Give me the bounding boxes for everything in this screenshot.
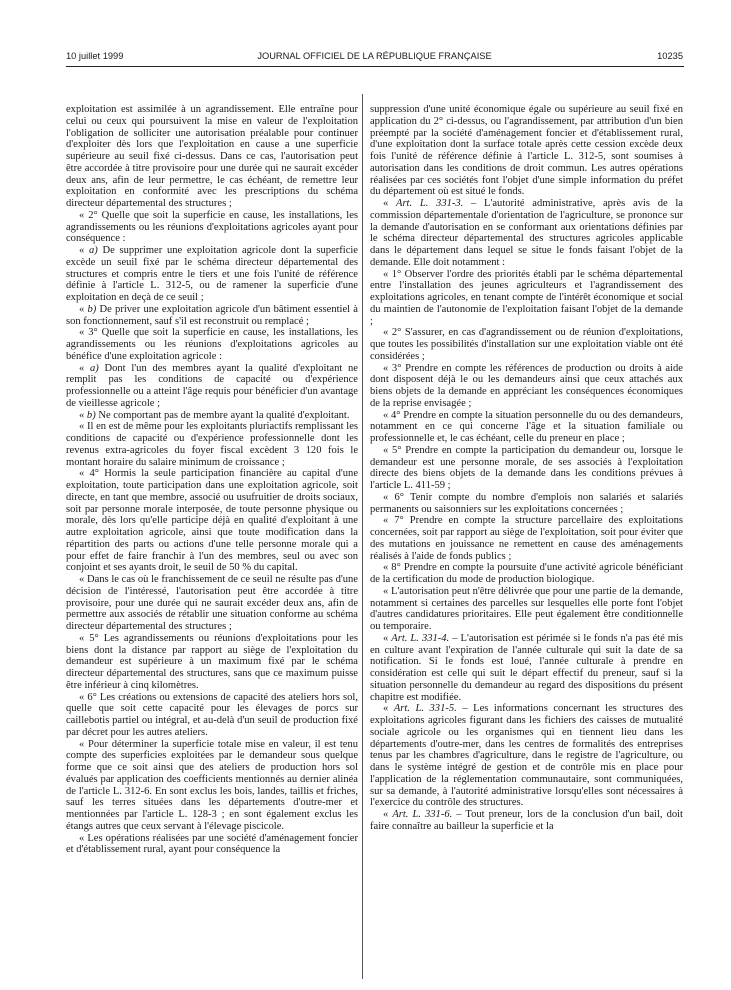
header-rule [66,66,684,67]
paragraph: « Art. L. 331-4. – L'autorisation est périmée si le fonds n'a pas été mis en culture avant l'expiration de l'année culturale qui suit la date de sa notification. Si le fonds est loué, l'année culturale à prendre en considération est celle qui suit le départ effectif du preneur, sauf si la situation personnelle du demandeur au regard des dispositions du présent chapitre est modifiée. [370,632,683,703]
right-column [370,104,683,833]
paragraph: « 2° S'assurer, en cas d'agrandissement ou de réunion d'exploitations, que toutes les possibilités d'installation sur une exploitation viable ont été considérées ; [370,327,683,362]
paragraph: « 7° Prendre en compte la structure parcellaire des exploitations concernées, soit par rapport au siège de l'exploitation, soit pour éviter que des mutations en jouissance ne remettent en cause des aménagements réalisés à l'aide de fonds publics ; [370,515,683,562]
paragraph: « Art. L. 331-5. – Les informations concernant les structures des exploitations agricoles figurant dans les fichiers des caisses de mutualité sociale agricole ou les organismes qui en tiennent lieu dans les départements d'outre-mer, dans les centres de formalités des entreprises tenus par les chambres d'agriculture, dans le registre de l'agriculture, ou dans le système intégré de gestion et de contrôle mis en place pour l'application de la réglementation communautaire, sont communiquées, sur sa demande, à l'autorité administrative lorsqu'elles sont nécessaires à l'exercice du contrôle des structures. [370,703,683,809]
paragraph: « 4° Prendre en compte la situation personnelle du ou des demandeurs, notamment en ce qui concerne l'âge et la situation familiale ou professionnelle et, le cas échéant, celle du preneur en place ; [370,409,683,444]
paragraph: « 8° Prendre en compte la poursuite d'une activité agricole bénéficiant de la certification du mode de production biologique. [370,562,683,585]
paragraph: « b) Ne comportant pas de membre ayant la qualité d'exploitant. [79,409,350,421]
header-title: JOURNAL OFFICIEL DE LA RÉPUBLIQUE FRANÇAISE [257,51,492,61]
paragraph: « 4° Hormis la seule participation financière au capital d'une exploitation, toute participation dans une exploitation agricole, soit directe, en tant que membre, associé ou usufruitier de droits sociaux, soit par personne morale interposée, de toute personne physique ou morale, dès lors qu'elle participe déjà en qualité d'exploitant à une autre exploitation agricole, ainsi que toute modification dans la répartition des parts ou actions d'une telle personne morale qui a pour effet de faire franchir à l'un des membres, seul ou avec son conjoint et ses ayants droit, le seuil de 50 % du capital. [66,468,358,574]
paragraph: « Il en est de même pour les exploitants pluriactifs remplissant les conditions de capacité ou d'expérience professionnelle dont les revenus extra-agricoles du foyer fiscal excèdent 3 120 fois le montant horaire du salaire minimum de croissance ; [66,421,358,468]
paragraph: « Art. L. 331-6. – Tout preneur, lors de la conclusion d'un bail, doit faire connaître au bailleur la superficie et la [370,809,683,832]
paragraph: « L'autorisation peut n'être délivrée que pour une partie de la demande, notamment si certaines des parcelles sur lesquelles elle porte font l'objet d'autres candidatures prioritaires. Elle peut également être conditionnelle ou temporaire. [370,585,683,632]
paragraph: « Art. L. 331-3. – L'autorité administrative, après avis de la commission départementale d'orientation de l'agriculture, se prononce sur la demande d'autorisation en se conformant aux orientations définies par le schéma directeur départemental des structures agricoles applicable dans le département dans lequel se situe le fonds faisant l'objet de la demande. Elle doit notamment : [370,198,683,268]
paragraph: « Les opérations réalisées par une société d'aménagement foncier et d'établissement rural, ayant pour conséquence la [66,832,358,856]
paragraph: « b) De priver une exploitation agricole d'un bâtiment essentiel à son fonctionnement, sauf s'il est reconstruit ou remplacé ; [66,303,358,327]
left-column [66,104,358,856]
paragraph: « Dans le cas où le franchissement de ce seuil ne résulte pas d'une décision de l'intéressé, l'autorisation peut être accordée à titre provisoire, pour une durée qui ne saurait excéder deux ans, afin de permettre aux associés de rétablir une situation conforme au schéma directeur départemental des structures ; [66,574,358,632]
paragraph: « a) Dont l'un des membres ayant la qualité d'exploitant ne remplit pas les conditions de capacité ou d'expérience professionnelle ou a atteint l'âge requis pour bénéficier d'un avantage de vieillesse agricole ; [66,362,358,409]
paragraph: « 1° Observer l'ordre des priorités établi par le schéma départemental entre l'installation des jeunes agriculteurs et l'agrandissement des exploitations agricoles, en tenant compte de l'intérêt économique et social du maintien de l'autonomie de l'exploitation faisant l'objet de la demande ; [370,268,683,327]
paragraph: « 5° Les agrandissements ou réunions d'exploitations pour les biens dont la distance par rapport au siège de l'exploitation du demandeur est supérieure à un maximum fixé par le schéma directeur départemental des structures, sans que ce maximum puisse être inférieur à cinq kilomètres. [66,632,358,691]
paragraph: « 6° Tenir compte du nombre d'emplois non salariés et salariés permanents ou saisonniers sur les exploitations concernées ; [370,491,683,515]
paragraph: « 3° Prendre en compte les références de production ou droits à aide dont disposent déjà le ou les demandeurs ainsi que ceux attachés aux biens objets de la demande en appréciant les conséquences économiques de la reprise envisagée ; [370,362,683,409]
paragraph: « a) De supprimer une exploitation agricole dont la superficie excède un seuil fixé par le schéma directeur départemental des structures et compris entre le tiers et une fois l'unité de référence définie à l'article L. 312-5, ou de ramener la superficie d'une exploitation en deçà de ce seuil ; [66,245,358,303]
column-divider [362,94,363,979]
header-date: 10 juillet 1999 [66,51,124,61]
paragraph: suppression d'une unité économique égale ou supérieure au seuil fixé en application du 2° ci-dessus, ou l'agrandissement, par attribution d'un bien préempté par la société d'aménagement foncier et d'établissement rural, d'une exploitation dont la surface totale après cette cession excède deux fois l'unité de référence définie à l'article L. 312-5, sont soumises à autorisation dans les conditions de droit commun. Les autres opérations réalisées par ces sociétés font l'objet d'une simple information du préfet du département où est situé le fonds. [370,104,683,198]
paragraph: « 6° Les créations ou extensions de capacité des ateliers hors sol, quelle que soit cette capacité pour les élevages de porcs sur caillebotis partiel ou intégral, et au-delà d'un seuil de production fixé par décret pour les autres ateliers. [66,691,358,738]
page-header [66,51,683,65]
header-page-number: 10235 [657,51,683,61]
paragraph: « 3° Quelle que soit la superficie en cause, les installations, les agrandissements ou les réunions d'exploitations agricoles au bénéfice d'une exploitation agricole : [66,327,358,362]
paragraph: « 5° Prendre en compte la participation du demandeur ou, lorsque le demandeur est une personne morale, de ses associés à l'exploitation directe des biens objets de la demande dans les conditions prévues à l'article L. 411-59 ; [370,444,683,491]
paragraph: « Pour déterminer la superficie totale mise en valeur, il est tenu compte des superficies exploitées par le demandeur sous quelque forme que ce soit ainsi que des ateliers de production hors sol évalués par application des coefficients mentionnés au dernier alinéa de l'article L. 312-6. En sont exclus les bois, landes, taillis et friches, sauf les terres situées dans les départements d'outre-mer et mentionnées par l'article L. 128-3 ; en sont également exclus les étangs autres que ceux servant à l'élevage piscicole. [66,738,358,832]
paragraph: exploitation est assimilée à un agrandissement. Elle entraîne pour celui ou ceux qui poursuivent la mise en valeur de l'exploitation l'obligation de solliciter une autorisation préalable pour continuer d'exploiter dès lors que l'exploitation en cause a une superficie supérieure au seuil fixé ci-dessus. Dans ce cas, l'autorisation peut être accordée à titre provisoire pour une durée qui ne saurait excéder deux ans, afin de leur permettre, le cas échéant, de remettre leur exploitation en conformité avec les prescriptions du schéma directeur départemental des structures ; [66,104,358,209]
paragraph: « 2° Quelle que soit la superficie en cause, les installations, les agrandissements ou les réunions d'exploitations agricoles ayant pour conséquence : [66,209,358,245]
